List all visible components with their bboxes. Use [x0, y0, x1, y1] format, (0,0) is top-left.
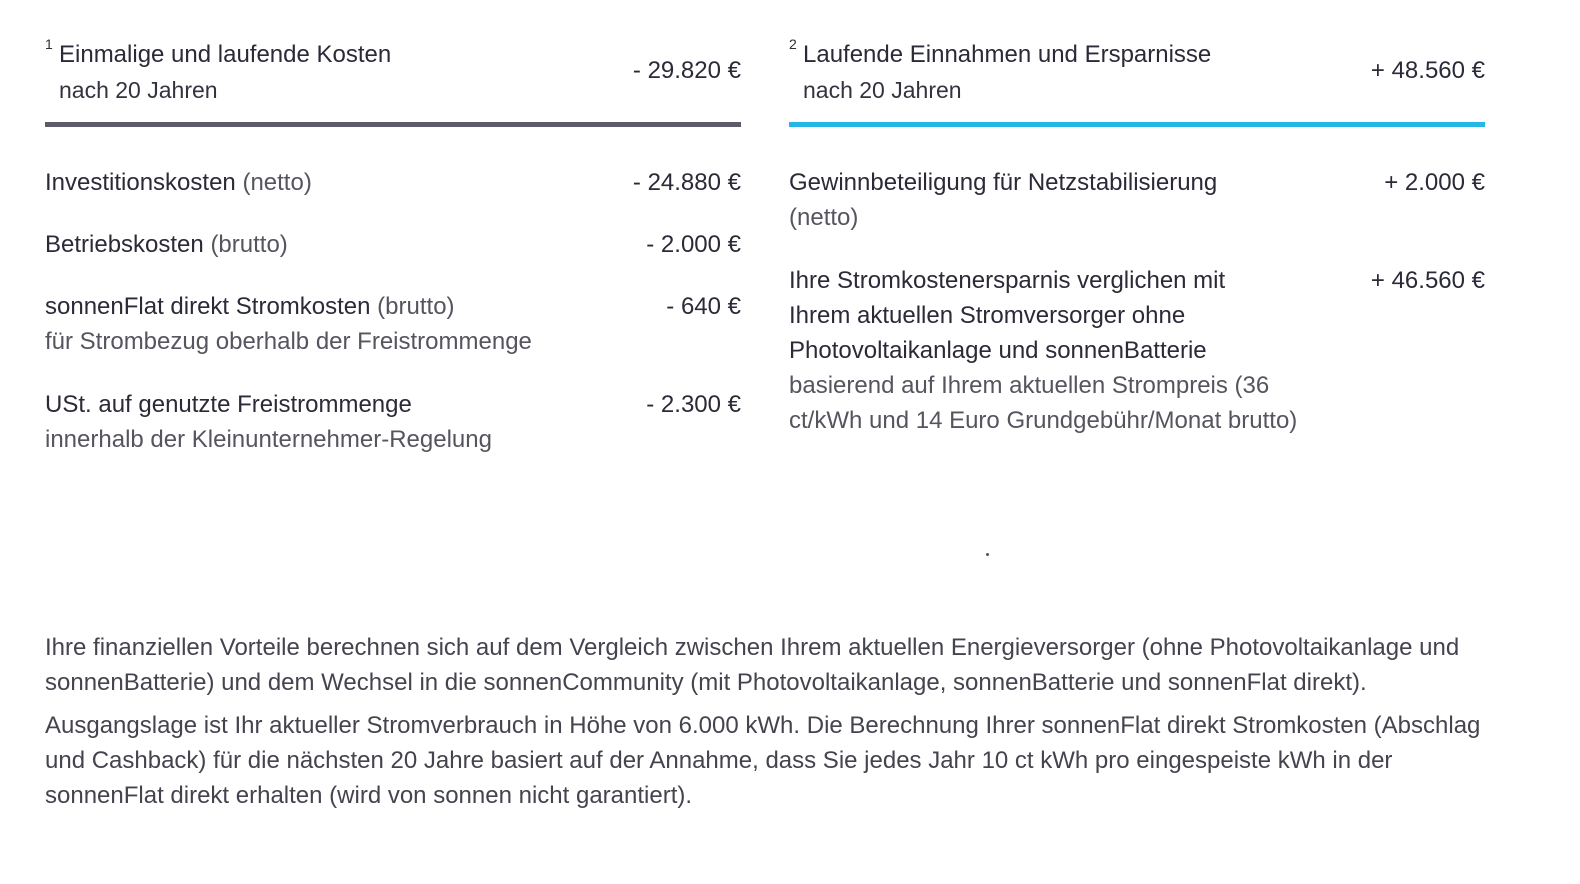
item-label: Ihre Stromkostenersparnis verglichen mit Ihrem aktuellen Stromversorger ohne Photovoltaikanlage und sonnenBatterie: [789, 267, 1226, 364]
income-header: [789, 34, 1485, 127]
item-amount: - 2.000 €: [646, 231, 741, 258]
item-label: Gewinnbeteiligung für Netzstabilisierung: [789, 169, 1218, 196]
income-list: [789, 165, 1485, 475]
item-note: (netto): [242, 169, 312, 196]
costs-column: [45, 34, 741, 459]
item-label: sonnenFlat direkt Stromkosten: [45, 293, 371, 320]
item-amount: + 2.000 €: [1384, 169, 1485, 196]
explanation-paragraph-2: Ausgangslage ist Ihr aktueller Stromverbrauch in Höhe von 6.000 kWh. Die Berechnung Ihrer sonnenFlat direkt Stromkosten (Abschlag und Cashback) für die nächsten 20 Jahre basiert auf der Annahme, dass Sie jedes Jahr 10 ct kWh pro eingespeiste kWh in der sonnenFlat direkt erhalten (wird von sonnen nicht garantiert).: [45, 712, 1481, 809]
costs-footnote-index: 1: [45, 36, 53, 52]
item-label: USt. auf genutzte Freistrommenge: [45, 391, 412, 418]
explanation-paragraph-1: Ihre finanziellen Vorteile berechnen sich auf dem Vergleich zwischen Ihrem aktuellen Energieversorger (ohne Photovoltaikanlage und sonnenBatterie) und dem Wechsel in die sonnenCommunity (mit Photovoltaikanlage, sonnenBatterie und sonnenFlat direkt).: [45, 634, 1460, 696]
item-amount: - 640 €: [666, 293, 741, 320]
item-label: Betriebskosten: [45, 231, 204, 258]
item-note: (brutto): [210, 231, 288, 258]
costs-subtitle: nach 20 Jahren: [59, 77, 218, 103]
income-subtitle: nach 20 Jahren: [803, 77, 962, 103]
list-item-stromkosten: [45, 289, 741, 387]
explanation-text: [45, 630, 1485, 821]
costs-list: [45, 165, 741, 459]
item-amount: - 24.880 €: [632, 169, 741, 196]
list-item-investitionskosten: [45, 165, 741, 227]
list-item-betriebskosten: [45, 227, 741, 289]
item-label: Investitionskosten: [45, 169, 236, 196]
item-note: (brutto): [377, 293, 455, 320]
item-sub: innerhalb der Kleinunternehmer-Regelung: [45, 426, 492, 453]
costs-header: [45, 34, 741, 127]
item-sub: für Strombezug oberhalb der Freistrommenge: [45, 328, 532, 355]
income-column: [789, 34, 1485, 475]
list-item-ust: [45, 387, 741, 459]
item-note: (netto): [789, 204, 859, 231]
income-footnote-index: 2: [789, 36, 797, 52]
list-item-gewinnbeteiligung: [789, 165, 1485, 263]
income-total: + 48.560 €: [1370, 57, 1485, 84]
item-amount: - 2.300 €: [646, 391, 741, 418]
decorative-dot: [986, 553, 989, 556]
income-title: Laufende Einnahmen und Ersparnisse: [803, 41, 1212, 68]
list-item-stromkostenersparnis: [789, 263, 1485, 475]
item-sub: basierend auf Ihrem aktuellen Strompreis (36 ct/kWh und 14 Euro Grundgebühr/Monat brutto): [789, 372, 1298, 434]
costs-total: - 29.820 €: [632, 57, 741, 84]
item-amount: + 46.560 €: [1370, 267, 1485, 294]
costs-title: Einmalige und laufende Kosten: [59, 41, 392, 68]
